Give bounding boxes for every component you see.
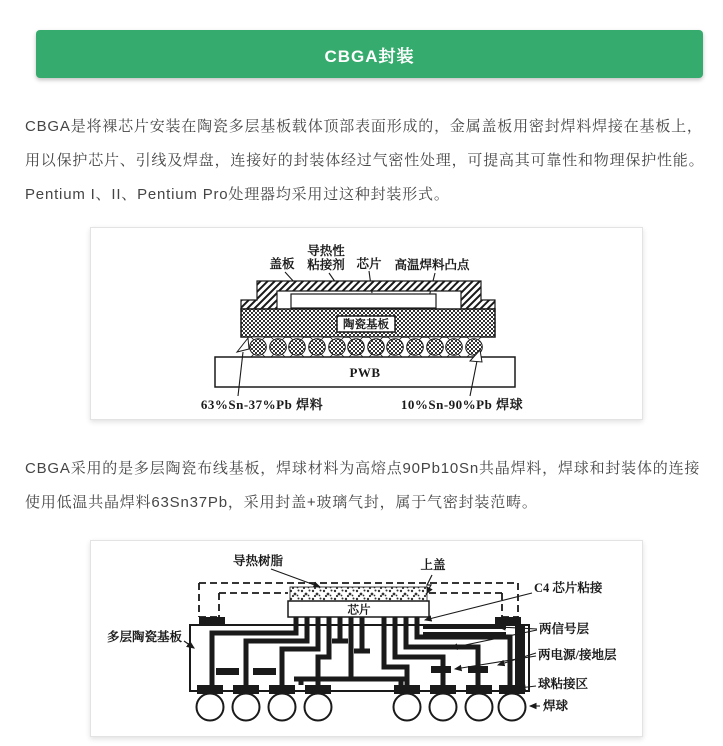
label-power-ground-layers: 两电源/接地层 — [538, 648, 617, 662]
section-header-banner — [36, 30, 703, 78]
arrow-solder-left — [237, 338, 249, 352]
chip-shape — [291, 294, 436, 308]
label-chip: 芯片 — [356, 257, 382, 271]
label-thermal-resin: 导热树脂 — [232, 554, 284, 568]
seal-pad-left — [199, 617, 225, 625]
label-solder-ball: 焊球 — [543, 699, 569, 713]
paragraph-2-line-2: 使用低温共晶焊料63Sn37Pb，采用封盖+玻璃气封，属于气密封装范畴。 — [25, 494, 538, 511]
label-top-lid: 上盖 — [420, 558, 446, 572]
label-cover-plate: 盖板 — [269, 257, 295, 271]
label-c4-attach: C4 芯片粘接 — [534, 581, 603, 595]
solder-ball-row — [250, 337, 483, 357]
label-solder-bump: 高温焊料凸点 — [394, 258, 470, 272]
paragraph-1-line-1: CBGA是将裸芯片安装在陶瓷多层基板载体顶部表面形成的，金属盖板用密封焊料焊接在基板上， — [25, 118, 703, 135]
thermal-resin-shape — [290, 587, 427, 601]
paragraph-2 — [25, 452, 709, 520]
solder-ball-row — [197, 694, 526, 721]
label-ball-composition: 10%Sn-90%Pb 焊球 — [400, 397, 524, 412]
seal-pad-right — [495, 617, 521, 625]
label-solder-composition: 63%Sn-37%Pb 焊料 — [200, 397, 324, 412]
paragraph-1-line-3: Pentium I、II、Pentium Pro处理器均采用过这种封装形式。 — [25, 186, 450, 203]
label-multilayer-substrate: 多层陶瓷基板 — [106, 630, 182, 644]
figure-cbga-cross-section — [90, 227, 643, 420]
leader-thermal-resin — [271, 569, 320, 587]
figure1-diagram — [91, 228, 642, 419]
paragraph-2-line-1: CBGA采用的是多层陶瓷布线基板，焊球材料为高熔点90Pb10Sn共晶焊料，焊球和封装体的连接 — [25, 460, 701, 477]
label-ball-attach-area: 球粘接区 — [538, 677, 589, 691]
leader-c4-attach — [425, 593, 532, 620]
label-chip: 芯片 — [347, 604, 371, 617]
paragraph-1-line-2: 用以保护芯片、引线及焊盘，连接好的封装体经过气密性处理，可提高其可靠性和物理保护性能。 — [25, 152, 705, 169]
paragraph-1 — [25, 110, 709, 212]
label-adhesive-line1: 导热性 — [307, 244, 345, 258]
label-ceramic-substrate: 陶瓷基板 — [343, 319, 389, 331]
label-pwb: PWB — [349, 365, 381, 380]
figure-cbga-multilayer-substrate — [90, 540, 643, 737]
section-title: CBGA封装 — [324, 46, 415, 66]
label-signal-layers: 两信号层 — [539, 622, 590, 636]
label-adhesive-line2: 粘接剂 — [307, 258, 345, 272]
figure2-diagram — [91, 541, 642, 736]
